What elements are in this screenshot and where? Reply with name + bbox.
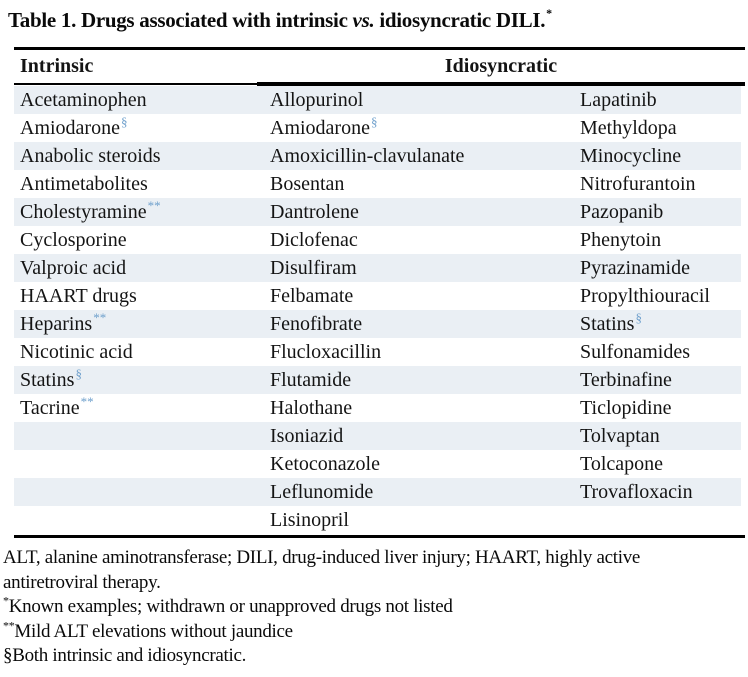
drug-cell (257, 481, 580, 504)
drug-cell (257, 313, 580, 336)
drug-cell (580, 425, 741, 448)
table-body (14, 85, 745, 534)
drug-cell (580, 229, 741, 252)
footnote-text: Mild ALT elevations without jaundice (14, 620, 293, 642)
drug-name: Diclofenac (270, 228, 358, 251)
footnotes (3, 546, 747, 669)
footnote-marker-asterisk: * (3, 593, 9, 608)
drug-footnote-marker: ** (93, 309, 107, 325)
drug-name: Leflunomide (270, 480, 374, 503)
drug-name: Pyrazinamide (580, 256, 690, 279)
table-row (14, 450, 741, 478)
footnote-text: Both intrinsic and idiosyncratic. (12, 645, 247, 666)
drug-name: Propylthiouracil (580, 284, 710, 307)
drug-name: Anabolic steroids (20, 144, 161, 167)
drug-cell (257, 201, 580, 224)
table-row (14, 114, 741, 142)
drug-cell (580, 369, 741, 392)
drug-name: Nicotinic acid (20, 340, 133, 363)
drug-cell (257, 173, 580, 196)
drug-cell (257, 285, 580, 308)
drug-cell (580, 397, 741, 420)
abbreviation-note-line1: ALT, alanine aminotransferase; DILI, drug-induced liver injury; HAART, highly active (3, 547, 641, 568)
drug-cell (14, 285, 257, 308)
drug-name: Flucloxacillin (270, 340, 382, 363)
drug-cell (257, 113, 580, 140)
drug-cell (257, 145, 580, 168)
drug-footnote-marker: § (635, 309, 642, 325)
footnote-known-examples (3, 595, 747, 620)
drug-cell (257, 257, 580, 280)
title-footnote-marker: * (546, 6, 552, 20)
drug-cell (14, 173, 257, 196)
table-row (14, 338, 741, 366)
footnote-mild-alt (3, 620, 747, 645)
table-row (14, 198, 741, 226)
drug-name: Phenytoin (580, 228, 662, 251)
footnote-both-intrinsic (3, 644, 747, 669)
drug-name: Minocycline (580, 144, 682, 167)
drug-name: Amiodarone (20, 116, 120, 139)
drug-name: Allopurinol (270, 88, 364, 111)
drug-cell (580, 173, 741, 196)
drug-cell (580, 145, 741, 168)
drug-footnote-marker: § (120, 113, 128, 129)
column-header-idiosyncratic: Idiosyncratic (444, 55, 558, 77)
drug-name: Statins (580, 312, 635, 335)
drug-name: Isoniazid (270, 424, 344, 447)
drug-name: Lapatinib (580, 88, 657, 111)
drug-name: Tolcapone (580, 452, 664, 475)
drug-name: Antimetabolites (20, 172, 148, 195)
table-row (14, 282, 741, 310)
drug-name: Dantrolene (270, 200, 359, 223)
drug-cell (14, 393, 257, 420)
drug-cell (580, 117, 741, 140)
table-title (8, 8, 552, 33)
table-row (14, 142, 741, 170)
drug-name: Halothane (270, 396, 353, 419)
table-row (14, 366, 741, 394)
table-title-text: Table 1. Drugs associated with intrinsic (8, 8, 353, 32)
drug-name: Heparins (20, 312, 93, 335)
table-row (14, 422, 741, 450)
footnote-marker-section: § (3, 645, 13, 666)
table-row (14, 86, 741, 114)
drug-cell (257, 509, 580, 532)
drug-cell (580, 341, 741, 364)
drug-footnote-marker: ** (80, 393, 94, 409)
drug-cell (257, 369, 580, 392)
table-row (14, 394, 741, 422)
drug-name: Tacrine (20, 396, 80, 419)
table-row (14, 506, 741, 534)
table-title-text-after: idiosyncratic DILI. (374, 8, 546, 32)
drug-cell (580, 453, 741, 476)
drug-name: Ketoconazole (270, 452, 380, 475)
drug-name: Cholestyramine (20, 200, 147, 223)
table-row (14, 478, 741, 506)
table-header-row (14, 50, 745, 85)
drug-name: Trovafloxacin (580, 480, 693, 503)
drug-cell (580, 257, 741, 280)
drug-name: Nitrofurantoin (580, 172, 696, 195)
drug-cell (14, 197, 257, 224)
drug-cell (14, 89, 257, 112)
abbreviation-note-line2: antiretroviral therapy. (3, 571, 161, 593)
drug-table (14, 47, 745, 538)
drug-name: Amiodarone (270, 116, 370, 139)
drug-cell (257, 425, 580, 448)
drug-cell (580, 285, 741, 308)
drug-cell (257, 453, 580, 476)
drug-name: HAART drugs (20, 284, 137, 307)
abbreviation-note (3, 546, 747, 595)
table-row (14, 226, 741, 254)
drug-cell (14, 229, 257, 252)
drug-cell (580, 201, 741, 224)
drug-name: Ticlopidine (580, 396, 672, 419)
drug-cell (580, 481, 741, 504)
bottom-rule (14, 535, 745, 538)
drug-name: Fenofibrate (270, 312, 363, 335)
footnote-marker-double-asterisk: ** (3, 618, 15, 633)
drug-footnote-marker: § (75, 365, 82, 381)
drug-name: Tolvaptan (580, 424, 660, 447)
drug-cell (14, 113, 257, 140)
drug-footnote-marker: ** (147, 197, 161, 213)
drug-cell (257, 341, 580, 364)
drug-cell (257, 397, 580, 420)
drug-name: Cyclosporine (20, 228, 127, 251)
drug-name: Statins (20, 368, 75, 391)
drug-name: Acetaminophen (20, 88, 147, 111)
drug-name: Sulfonamides (580, 340, 690, 363)
table-title-vs-italic: vs. (352, 8, 375, 32)
drug-footnote-marker: § (370, 113, 378, 129)
table-row (14, 170, 741, 198)
drug-name: Disulfiram (270, 256, 357, 279)
column-header-intrinsic: Intrinsic (20, 55, 94, 77)
idiosyncratic-span-rule (257, 82, 745, 86)
drug-cell (14, 365, 257, 392)
drug-name: Flutamide (270, 368, 352, 391)
table-row (14, 254, 741, 282)
drug-name: Bosentan (270, 172, 345, 195)
drug-cell (580, 89, 741, 112)
drug-cell (580, 309, 741, 336)
drug-cell (14, 257, 257, 280)
drug-cell (14, 309, 257, 336)
drug-name: Valproic acid (20, 256, 127, 279)
drug-name: Pazopanib (580, 200, 664, 223)
drug-name: Lisinopril (270, 508, 349, 531)
table-row (14, 310, 741, 338)
drug-name: Methyldopa (580, 116, 677, 139)
drug-name: Felbamate (270, 284, 354, 307)
drug-cell (14, 341, 257, 364)
drug-cell (257, 229, 580, 252)
footnote-text: Known examples; withdrawn or unapproved drugs not listed (8, 596, 453, 617)
drug-cell (14, 145, 257, 168)
drug-name: Terbinafine (580, 368, 672, 391)
drug-cell (257, 89, 580, 112)
drug-name: Amoxicillin-clavulanate (270, 144, 465, 167)
